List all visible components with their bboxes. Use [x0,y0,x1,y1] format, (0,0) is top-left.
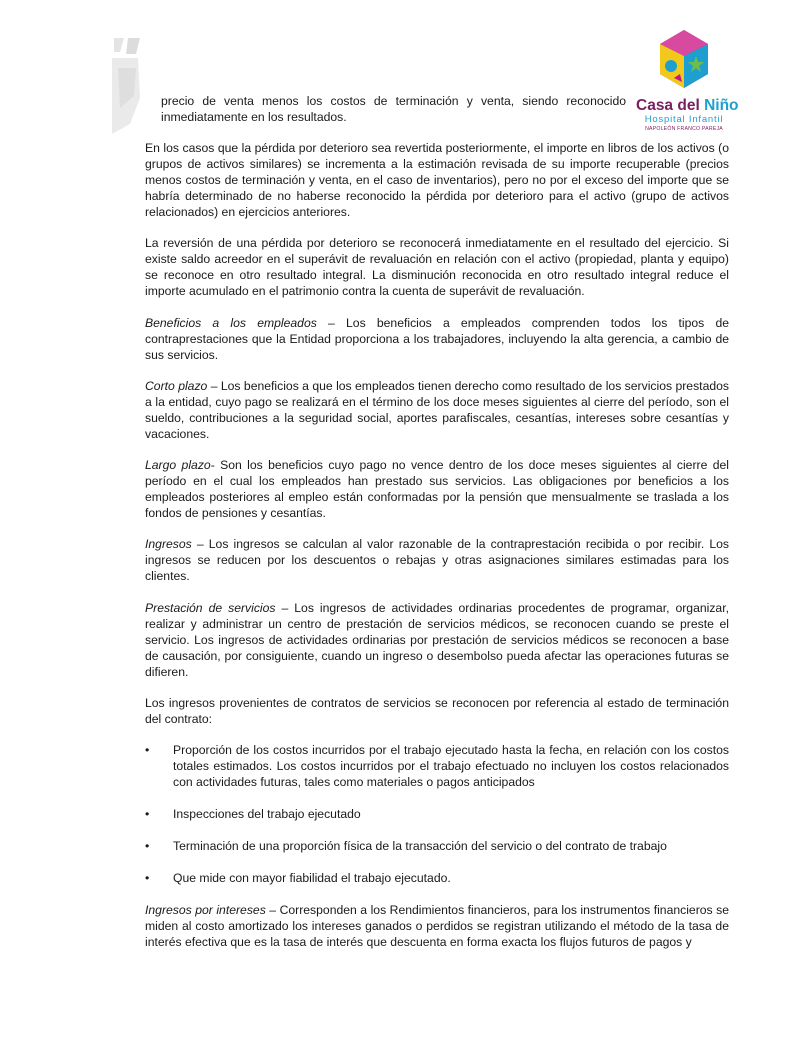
paragraph-short-term: Corto plazo – Los beneficios a que los empleados tienen derecho como resultado de los servicios prestados a la entidad, cuyo pago se realizará en el término de los doce meses siguientes al cierre del período, son el sueldo, contribuciones a la seguridad social, aportes parafiscales, cesantías, intereses sobre cesantías y vacaciones. [145,379,729,441]
bullet-icon: • [145,839,150,853]
bullet-icon: • [145,743,150,757]
list-item-text: Proporción de los costos incurridos por el trabajo ejecutado hasta la fecha, en relación con los costos totales estimados. Los costos incurridos por el trabajo efectuado no incluyen los costos relacionados con actividades futuras, tales como materiales o pagos anticipados [173,743,729,789]
paragraph-continuation: precio de venta menos los costos de terminación y venta, siendo reconocido inmediatamente en los resultados. [161,94,626,124]
heading-long-term: Largo plazo [145,458,211,472]
list-item-text: Terminación de una proporción física de la transacción del servicio o del contrato de trabajo [173,839,667,853]
heading-short-term: Corto plazo [145,379,208,393]
list-item-text: Que mide con mayor fiabilidad el trabajo ejecutado. [173,871,451,885]
logo-brand-text: Casa del Niño [636,97,739,114]
house-logo-icon [636,26,732,96]
heading-interest-income: Ingresos por intereses [145,903,266,917]
heading-service-provision: Prestación de servicios [145,601,276,615]
list-item-text: Inspecciones del trabajo ejecutado [173,807,361,821]
logo-subtitle-small: NAPOLEÓN FRANCO PAREJA [645,126,723,132]
paragraph-reversal-impairment: En los casos que la pérdida por deterioro sea revertida posteriormente, el importe en libros de los activos (o grupos de activos similares) se incrementa a la estimación revisada de su importe recuperable (precios menos costos de terminación y venta, en el caso de inventarios), pero no por el exceso del importe que se habría determinado de no haberse reconocido la pérdida por deterioro para el activo (grupo de activos relacionados) en ejercicios anteriores. [145,141,729,219]
paragraph-long-term: Largo plazo- Son los beneficios cuyo pago no vence dentro de los doce meses siguientes al cierre del período en el cual los empleados han prestado sus servicios. Las obligaciones por beneficios a los empleados posteriores al empleo están conformadas por la pensión que mensualmente se traslada a los fondos de pensiones y cesantías. [145,458,729,520]
decorative-shape-icon [110,38,144,134]
bullet-icon: • [145,871,150,885]
paragraph-employee-benefits: Beneficios a los empleados – Los beneficios a empleados comprenden todos los tipos de contraprestaciones que la Entidad proporciona a los trabajadores, incluyendo la alta gerencia, a cambio de sus servicios. [145,316,730,362]
paragraph-reversal-recognition: La reversión de una pérdida por deterioro se reconocerá inmediatamente en el resultado del ejercicio. Si existe saldo acreedor en el superávit de revaluación en relación con el activo (propiedad, planta y equipo) se reconoce en otro resultado integral. La disminución reconocida en otro resultado integral reduce el importe acumulado en el patrimonio contra la cuenta de superávit de revaluación. [145,236,729,298]
paragraph-service-provision: Prestación de servicios – Los ingresos de actividades ordinarias procedentes de programar, organizar, realizar y administrar un centro de prestación de servicios médicos, se reconocen cuando se preste el servicio. Los ingresos de actividades ordinarias por prestación de servicios médicos se reconocen a base de causación, por consiguiente, cuando un ingreso o desembolso pueda afectar las operaciones futuras se difieren. [145,601,729,679]
paragraph-service-contracts: Los ingresos provenientes de contratos de servicios se reconocen por referencia al estado de terminación del contrato: [145,696,729,726]
bullet-icon: • [145,807,150,821]
paragraph-income: Ingresos – Los ingresos se calculan al valor razonable de la contraprestación recibida o por recibir. Los ingresos se reducen por los descuentos o rebajas y otras asignaciones similares estimadas para los clientes. [145,537,729,583]
heading-employee-benefits: Beneficios a los empleados [145,316,317,330]
hospital-logo [636,26,739,138]
paragraph-interest-income: Ingresos por intereses – Corresponden a los Rendimientos financieros, para los instrumentos financieros se miden al costo amortizado los intereses ganados o perdidos se registran utilizando el método de la tasa de interés efectiva que es la tasa de interés que descuenta en forma exacta los flujos futuros de pagos y [145,903,730,949]
logo-subtitle: Hospital Infantil [644,114,724,125]
heading-income: Ingresos [145,537,192,551]
